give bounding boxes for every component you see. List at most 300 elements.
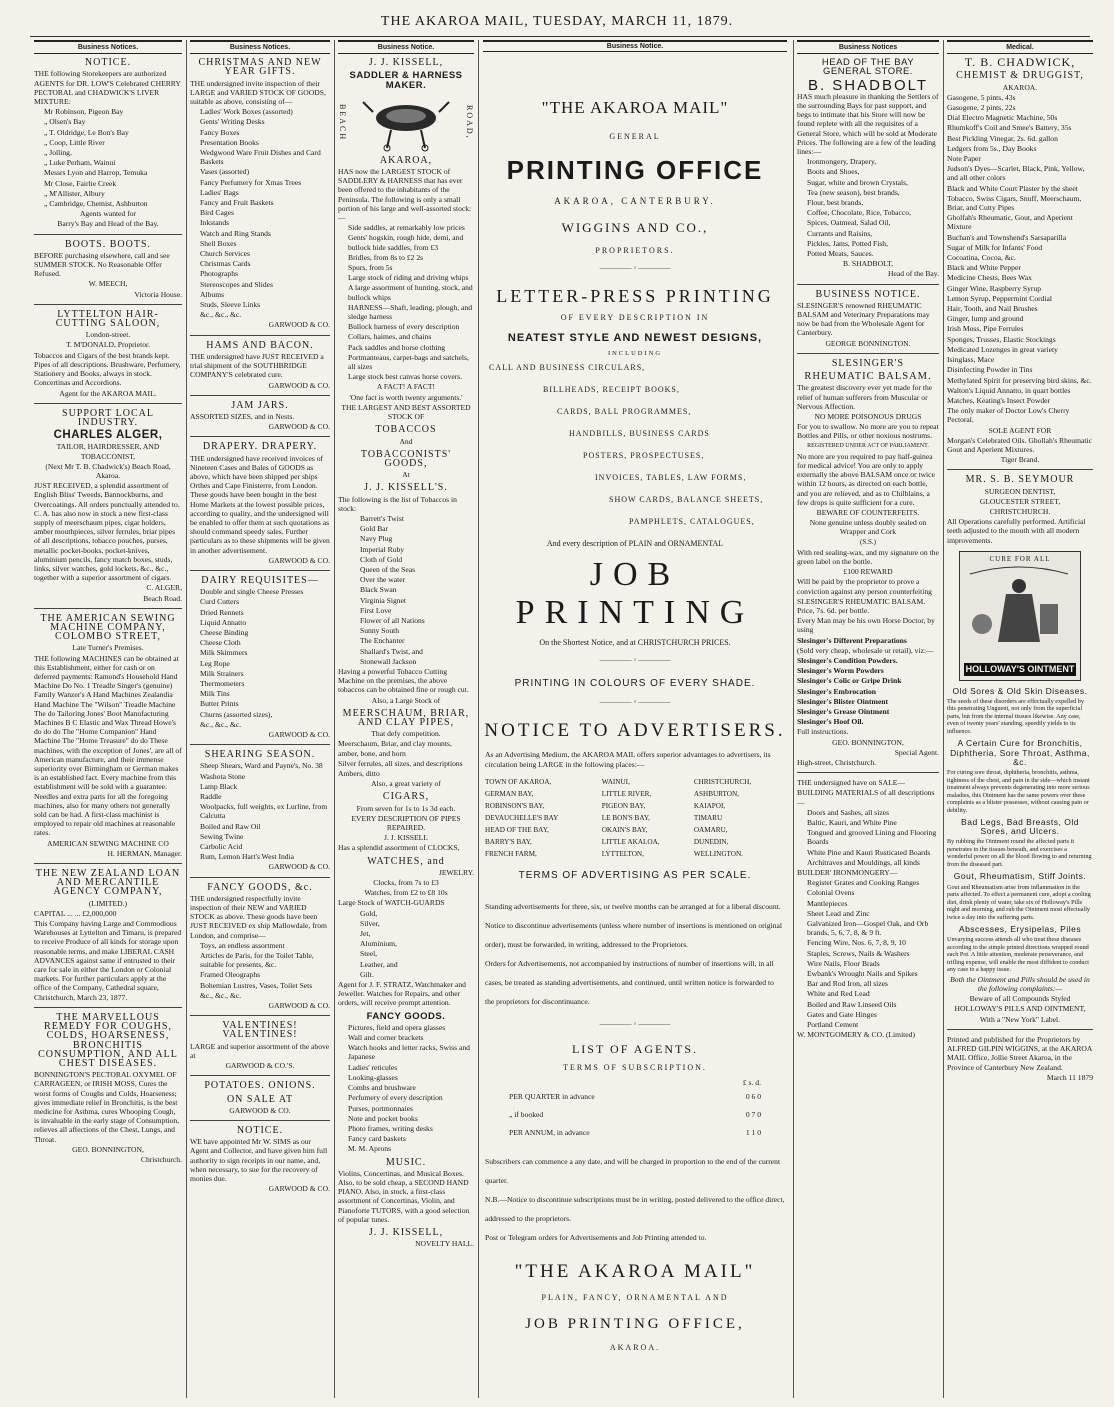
abscesses-body: Unvarying success attends all who treat these diseases according to the simple printed directions wrapped round each Pot. A little attention, moderate perseverance, and trifling expense, will enable the most diffident to conduct any case to a happy issue. bbox=[947, 936, 1089, 974]
separator bbox=[947, 469, 1093, 470]
building-list bbox=[797, 808, 939, 867]
list-item: Gholfah's Rheumatic, Gout, and Aperient Mixture bbox=[947, 213, 1073, 232]
remedy-title: THE MARVELLOUS REMEDY FOR COUGHS, COLDS, HOARSENESS, BRONCHITIS CONSUMPTION, AND ALL CHEST DISEASES. bbox=[38, 1011, 178, 1069]
list-item: Side saddles, at remarkably low prices bbox=[348, 223, 465, 233]
list-item: Medicated Lozenges in great variety bbox=[947, 344, 1058, 354]
list-item: Pickles, Jams, Potted Fish, bbox=[807, 238, 889, 248]
list-item: Medicine Chests, Bees Wax bbox=[947, 273, 1032, 283]
column-2 bbox=[190, 40, 330, 1395]
shadbolt-sign: B. SHADBOLT, bbox=[843, 259, 893, 269]
notice-title: NOTICE. bbox=[84, 57, 132, 69]
list-item: Sheep Shears, Ward and Payne's, No. 38 bbox=[200, 761, 323, 771]
list-item: Imperial Ruby bbox=[360, 544, 405, 554]
jam-body: ASSORTED SIZES, and in Nests. bbox=[190, 411, 295, 421]
list-item: Ladies' Work Boxes (assorted) bbox=[200, 107, 293, 117]
agent-item: Messrs Lyon and Harrop, Temuka bbox=[44, 168, 148, 178]
list-item: Ladies' reticules bbox=[348, 1062, 398, 1072]
notice-to-advertisers: NOTICE TO ADVERTISERS. bbox=[484, 720, 786, 741]
alger-trade: TAILOR, HAIRDRESSER, AND TOBACCONIST, bbox=[56, 442, 160, 461]
list-item: Purses, portmonnaies bbox=[348, 1103, 413, 1113]
tobaccos-title: TOBACCOS bbox=[375, 424, 437, 436]
list-item: The Enchanter bbox=[360, 636, 405, 646]
list-item: First Love bbox=[360, 605, 392, 615]
saddler-list bbox=[338, 223, 474, 381]
legs-body: By rubbing the Ointment round the affected parts it penetrates to the tissues beneath, and exercises a wonderful power on all the blood flowing to and returning from the diseased part. bbox=[947, 838, 1092, 868]
separator bbox=[190, 436, 330, 437]
shadbolt-name: B. SHADBOLT bbox=[807, 76, 929, 94]
list-item: Inkstands bbox=[200, 218, 230, 228]
ham-title: HAMS AND BACON. bbox=[206, 339, 314, 351]
list-item: Sugar of Milk for Infants' Food bbox=[947, 242, 1043, 252]
list-item: Over the water bbox=[360, 575, 406, 585]
list-item: Shell Boxes bbox=[200, 238, 237, 248]
ironmongery-list bbox=[797, 878, 939, 1029]
metal-list bbox=[338, 909, 474, 979]
list-item: Sponges, Trusses, Elastic Stockings bbox=[947, 334, 1056, 344]
list-item: Spurs, from 5s bbox=[348, 263, 393, 273]
list-item: Virginia Signet bbox=[360, 595, 407, 605]
list-item: Sugar, white and brown Crystals, bbox=[807, 177, 908, 187]
chadwick-town: AKAROA. bbox=[1002, 82, 1038, 92]
service-item: CARDS, BALL PROGRAMMES, bbox=[557, 407, 692, 416]
list-item: Stonewall Jackson bbox=[360, 656, 417, 666]
boots-sign-2: Victoria House. bbox=[134, 289, 182, 299]
list-item: Combs and brushware bbox=[348, 1083, 416, 1093]
list-item: &c., &c., &c. bbox=[200, 990, 242, 1000]
nz-limited: (LIMITED.) bbox=[88, 898, 128, 908]
agent-item: Mr Close, Fairlie Creek bbox=[44, 178, 117, 188]
separator bbox=[190, 395, 330, 396]
agents-wanted-2: Barry's Bay and Head of the Bay. bbox=[57, 219, 159, 229]
list-item: Portmanteaus, carpet-bags and satchels, all sizes bbox=[348, 352, 469, 372]
list-item: Bohemian Lustres, Vases, Toilet Sets bbox=[200, 980, 313, 990]
sores-body: The seeds of these disorders are effectually expelled by this penetrating Unguent, not only from the superficial parts, but from the internal tissues likewise. Any case, even of twenty years' standing, speedily yields to its influence. bbox=[947, 697, 1084, 735]
alger-sign: C. ALGER, bbox=[146, 583, 182, 593]
full-sign-2: Special Agent. bbox=[894, 747, 939, 757]
abscesses-title: Abscesses, Erysipelas, Piles bbox=[958, 924, 1082, 935]
side-label-left: BEACH bbox=[338, 104, 348, 142]
list-item: Large stock best canvas horse covers. bbox=[348, 372, 463, 382]
firm-name: WIGGINS AND CO., bbox=[561, 220, 709, 235]
list-item: Queen of the Seas bbox=[360, 564, 416, 574]
footer-plain: PLAIN, FANCY, ORNAMENTAL AND bbox=[541, 1293, 729, 1302]
sewing-title: THE AMERICAN SEWING MACHINE COMPANY, COLOMBO STREET, bbox=[40, 612, 176, 643]
list-item: Boots and Shoes, bbox=[807, 167, 860, 177]
agent-item: „ M'Allister, Albury bbox=[44, 188, 105, 198]
kissell-name: J. J. KISSELL, bbox=[368, 57, 444, 69]
table-row: BARRY'S BAY, LITTLE AKALOA, DUNEDIN, bbox=[485, 838, 729, 846]
list-item: Rum, Lemon Hart's West India bbox=[200, 852, 295, 862]
job-printing-title: JOB PRINTING bbox=[515, 556, 755, 631]
store-title: HEAD OF THE BAY GENERAL STORE. bbox=[821, 57, 915, 78]
list-item: Bullock harness of every description bbox=[348, 322, 460, 332]
list-item: Disinfecting Powder in Tins bbox=[947, 365, 1033, 375]
guards-label: Large Stock of WATCH-GUARDS bbox=[338, 898, 445, 908]
list-item: Steel, bbox=[360, 949, 378, 959]
list-item: Irish Moss, Pipe Ferrules bbox=[947, 324, 1024, 334]
nz-capital: CAPITAL ... ... £2,000,000 bbox=[34, 908, 117, 918]
akaroa-mail-title: "THE AKAROA MAIL" bbox=[541, 98, 729, 117]
kissell-shop: J. J. KISSELL'S. bbox=[364, 482, 448, 494]
list-item: Vases (assorted) bbox=[200, 167, 250, 177]
holloway-banner: HOLLOWAY'S OINTMENT bbox=[964, 663, 1076, 676]
list-item: Methylated Spirit for preserving bird skins, &c. bbox=[947, 375, 1092, 385]
notice-body: THE following Storekeepers are authorized AGENTS for DR. LOW'S Celebrated CHERRY PECTORAL and CHADWICK'S LIVER MIXTURE: bbox=[34, 69, 181, 107]
subscription-table bbox=[479, 1078, 791, 1142]
list-item: Dial Electro Magnetic Machine, 50s bbox=[947, 113, 1058, 123]
wax-body: With red sealing-wax, and my signature on the green label on the bottle. bbox=[797, 547, 939, 566]
list-item: Navy Plug bbox=[360, 534, 393, 544]
fact-title: A FACT! A FACT! bbox=[376, 382, 436, 392]
list-item: Milk Skimmers bbox=[200, 648, 248, 658]
full-address: High-street, Christchurch. bbox=[797, 758, 877, 768]
list-item: Wall and corner brackets bbox=[348, 1033, 424, 1043]
shadbolt-list bbox=[797, 157, 939, 258]
list-item: Gents' Writing Desks bbox=[200, 117, 265, 127]
jam-title: JAM JARS. bbox=[231, 399, 289, 411]
fancy-title: FANCY GOODS, &c. bbox=[207, 881, 313, 893]
list-item: Presentation Books bbox=[200, 137, 259, 147]
boots-body: BEFORE purchasing elsewhere, call and see SUMMER STOCK. No Reasonable Offer Refused. bbox=[34, 250, 170, 279]
dentist-sub: SURGEON DENTIST, bbox=[984, 486, 1056, 496]
list-item: Tongued and grooved Lining and Flooring Boards bbox=[807, 828, 937, 847]
list-item: Large stock of riding and driving whips bbox=[348, 273, 469, 283]
list-item: Best Pickling Vinegar, 2s. 6d. gallon bbox=[947, 133, 1058, 143]
slesinger-title-2: RHEUMATIC BALSAM. bbox=[804, 371, 932, 383]
town-label: AKAROA, bbox=[379, 154, 433, 166]
table-row: ROBINSON'S BAY, PIGEON BAY, KAIAPOI, bbox=[485, 802, 726, 810]
list-item: Looking-glasses bbox=[348, 1072, 398, 1082]
separator bbox=[34, 1007, 182, 1008]
dentist-city: CHRISTCHURCH. bbox=[989, 506, 1051, 516]
list-item: Watch hooks and letter racks, Swiss and Japanese bbox=[348, 1043, 470, 1062]
place-label: AKAROA, CANTERBURY. bbox=[554, 196, 716, 206]
list-item: Galvanized Iron—Gospel Oak, and Orb brands, 5, 6, 7, 8, & 9 ft. bbox=[807, 919, 929, 938]
agent-item: Mr Robinson, Pigeon Bay bbox=[44, 107, 124, 117]
list-item: Ginger, lump and ground bbox=[947, 314, 1024, 324]
list-item: Black and White Pepper bbox=[947, 263, 1021, 273]
list-item: Wire Nails, Floor Brads bbox=[807, 958, 880, 968]
watches-title: WATCHES, and bbox=[367, 855, 445, 867]
pipes-repaired: EVERY DESCRIPTION OF PIPES REPAIRED. bbox=[351, 813, 461, 833]
saddle-icon bbox=[361, 94, 451, 152]
list-item: Sewing Twine bbox=[200, 831, 244, 841]
list-item: Lamp Black bbox=[200, 781, 238, 791]
poison-title: NO MORE POISONOUS DRUGS bbox=[814, 411, 922, 421]
list-item: Staples, Screws, Nails & Washers bbox=[807, 948, 910, 958]
saddler-title: SADDLER & HARNESS MAKER. bbox=[349, 70, 463, 91]
pills-label: HOLLOWAY'S PILLS AND OINTMENT, bbox=[954, 1004, 1086, 1014]
drapery-title: DRAPERY. DRAPERY. bbox=[202, 441, 318, 453]
subscription-title: TERMS OF SUBSCRIPTION. bbox=[563, 1063, 707, 1072]
every-label: OF EVERY DESCRIPTION IN bbox=[560, 313, 710, 322]
xmas-title: CHRISTMAS AND NEW YEAR GIFTS. bbox=[198, 57, 322, 78]
tiger-brand: Tiger Brand. bbox=[1000, 455, 1040, 465]
garwood-sign: GARWOOD & CO. bbox=[268, 380, 330, 390]
list-item: HARNESS—Shaft, leading, plough, and sledge harness bbox=[348, 302, 473, 322]
ornament-divider: ———— ◦ ———— bbox=[599, 697, 671, 706]
including-label: INCLUDING bbox=[607, 350, 663, 357]
section-header: Business Notices. bbox=[190, 40, 330, 54]
separator bbox=[190, 335, 330, 336]
shearing-list bbox=[190, 761, 330, 861]
potatoes-title: POTATOES. ONIONS. bbox=[204, 1080, 316, 1092]
list-item: Liquid Annatto bbox=[200, 617, 247, 627]
separator bbox=[797, 353, 939, 354]
notice-title: NOTICE. bbox=[236, 1124, 284, 1136]
table-row: „ if booked 0 7 0 bbox=[509, 1110, 761, 1119]
defy-label: That defy competition. bbox=[371, 729, 441, 739]
list-item: M. M. Aprons bbox=[348, 1144, 392, 1154]
list-item: Woolpacks, full weights, ex Lurline, from Calcutta bbox=[200, 802, 328, 821]
agent-item: „ Cambridge, Chemist, Ashburton bbox=[44, 199, 148, 209]
separator bbox=[190, 877, 330, 878]
masthead-rule bbox=[30, 36, 1090, 37]
list-item: Mantlepieces bbox=[807, 898, 848, 908]
list-item: Fancy card baskets bbox=[348, 1134, 406, 1144]
agent-item: „ Jolling, bbox=[44, 148, 72, 158]
business-notice-body: SLESINGER'S renowned RHEUMATIC BALSAM and Veterinary Preparations may now be had from the Wholesale Agent for Canterbury. bbox=[797, 300, 930, 338]
beware-body: None genuine unless doubly sealed on Wrapper and Cork bbox=[809, 518, 927, 537]
list-item: Boiled and Raw Oil bbox=[200, 821, 261, 831]
list-item: Rhumkoff's Coil and Smee's Battery, 35s bbox=[947, 123, 1072, 133]
list-item: Fancy Perfumery for Xmas Trees bbox=[200, 177, 302, 187]
table-row: TOWN OF AKAROA, WAINUI, CHRISTCHURCH, bbox=[485, 778, 752, 786]
service-item: BILLHEADS, RECEIPT BOOKS, bbox=[543, 385, 680, 394]
list-item: Photo frames, writing desks bbox=[348, 1123, 433, 1133]
jewelry-title: JEWELRY. bbox=[438, 867, 474, 877]
list-item: Slesinger's Different Preparations bbox=[797, 635, 907, 645]
separator bbox=[190, 570, 330, 571]
table-row: PER QUARTER in advance 0 6 0 bbox=[509, 1092, 761, 1101]
list-item: Black Swan bbox=[360, 585, 397, 595]
tobacconists-title: TOBACCONISTS' GOODS, bbox=[360, 448, 452, 469]
subscription-paragraph: Subscribers can commence a any date, and will be charged in proportion to the end of the current quarter. bbox=[485, 1157, 781, 1185]
letterpress-title: LETTER-PRESS PRINTING bbox=[496, 286, 774, 306]
list-item: Bird Cages bbox=[200, 208, 234, 218]
table-row: PER ANNUM, in advance 1 1 0 bbox=[509, 1128, 761, 1137]
alger-body: JUST RECEIVED, a splendid assortment of English Bliss' Tweeds, Bannockburns, and Overcoatings. All orders punctually attended to. C. A. has also now in stock a new first-class supply of meerschaum pipes, cigar holders, amber mouthpieces, silver ferrules, briar pipes of all descriptions, tobacco pouches, purses, metallic pocket-books, pocket-knives, aluminium pencils, fancy match boxes, studs, links, silver watches, gold lockets, &c., &c., together with a superior assortment of cigars. bbox=[34, 481, 180, 583]
list-item: Aluminium, bbox=[360, 939, 397, 949]
preparation-list bbox=[797, 636, 939, 727]
places-table bbox=[485, 776, 785, 860]
dentist-name: MR. S. B. SEYMOUR bbox=[965, 474, 1075, 486]
list-item: Slesinger's Hoof Oil. bbox=[797, 717, 864, 727]
ironmongery-title: BUILDER' IRONMONGERY— bbox=[797, 868, 898, 878]
sole-body: Morgan's Celebrated Oils. Ghollah's Rheumatic Gout and Aperient Mixtures. bbox=[947, 435, 1092, 454]
new-york-label: With a "New York" Label. bbox=[979, 1014, 1061, 1024]
list-item: Leather, and bbox=[360, 959, 398, 969]
garwood-sign: GARWOOD & CO. bbox=[268, 862, 330, 872]
both-label: Both the Ointment and Pills should be used in the following complaints:— bbox=[950, 974, 1090, 994]
list-item: Portland Cement bbox=[807, 1020, 859, 1030]
chadwick-title: CHEMIST & DRUGGIST, bbox=[956, 70, 1084, 82]
figure-icon bbox=[960, 564, 1078, 648]
garwood-sign: GARWOOD & CO. bbox=[268, 555, 330, 565]
xmas-body: THE undersigned invite inspection of their LARGE and VARIED STOCK OF GOODS, suitable as above, consisting of— bbox=[190, 78, 326, 107]
agent-item: „ T. Oldridge, Le Bon's Bay bbox=[44, 127, 129, 137]
printing-office-title: PRINTING OFFICE bbox=[506, 155, 764, 185]
list-item: Stereoscopes and Slides bbox=[200, 279, 273, 289]
list-item: Wedgwood Ware Fruit Dishes and Card Baskets bbox=[200, 148, 321, 167]
silver-item: Silver ferrules, all sizes, and descriptions bbox=[338, 758, 463, 768]
poison-body: For you to swallow. No more are you to repeat Bottles and Pills, or other noxious nostrums. bbox=[797, 422, 939, 441]
remedy-sign: GEO. BONNINGTON, bbox=[72, 1144, 144, 1154]
list-item: Photographs bbox=[200, 269, 238, 279]
list-item: Leg Rope bbox=[200, 658, 230, 668]
general-label: GENERAL bbox=[609, 132, 661, 141]
price-line: SLESINGER'S RHEUMATIC BALSAM. Price, 7s. 6d. per bottle. bbox=[797, 596, 926, 615]
service-item: SHOW CARDS, BALANCE SHEETS, bbox=[609, 495, 764, 504]
garwood-sign: GARWOOD & CO. bbox=[268, 422, 330, 432]
list-item: Dried Rennets bbox=[200, 607, 244, 617]
list-item: Milk Strainers bbox=[200, 668, 244, 678]
list-item: Washota Stone bbox=[200, 771, 246, 781]
list-item: Slesinger's Grease Ointment bbox=[797, 707, 890, 716]
legs-title: Bad Legs, Bad Breasts, Old Sores, and Ulcers. bbox=[961, 817, 1079, 837]
dentist-body: All Operations carefully performed. Artificial teeth adjusted to the mouth with all modern improvements. bbox=[947, 517, 1086, 545]
beware-label: Beware of all Compounds Styled bbox=[969, 994, 1071, 1004]
list-item: Framed Oleographs bbox=[200, 970, 261, 980]
agent-item: „ Olsen's Bay bbox=[44, 117, 86, 127]
proprietors-label: PROPRIETORS. bbox=[595, 246, 675, 255]
section-header: Business Notices. bbox=[34, 40, 182, 54]
sewing-sub: Late Turner's Premises. bbox=[72, 643, 144, 653]
separator bbox=[34, 234, 182, 235]
terms-body bbox=[479, 897, 791, 1011]
horse-doctor: Every Man may be his own Horse Doctor, by using bbox=[797, 616, 935, 635]
service-item: HANDBILLS, BUSINESS CARDS bbox=[569, 429, 710, 438]
shortest-notice: On the Shortest Notice, and at CHRISTCHURCH PRICES. bbox=[539, 638, 731, 647]
ham-body: THE undersigned have JUST RECEIVED a trial shipment of the SOUTHBRIDGE COMPANY'S celebrated cure. bbox=[190, 351, 324, 380]
section-header: Business Notices bbox=[797, 40, 939, 54]
list-item: Articles de Paris, for the Toilet Table, suitable for presents, &c. bbox=[200, 951, 314, 970]
drapery-body: THE undersigned have received invoices of Nineteen Cases and Bales of GOODS as above, which have been shipped per ships Orthes and Cape Finisterre, from London. These goods have been bought in the best Home Markets at the lowest possible prices, according to quality, and the undersigned will be enabled to offer them at such quotations as should command speedy sales. Further particulars as to these shipments will be given in another advertisement. bbox=[190, 453, 330, 555]
gout-body: Gout and Rheumatism arise from inflammation in the parts affected. To effect a permanent cure, adopt a cooling diet, drink plenty of water, take six of Holloway's Pills night and morning, and rub the Ointment most effectually twice a day into the suffering parts. bbox=[947, 883, 1091, 921]
imprint: Printed and published for the Proprietors by ALFRED GILPIN WIGGINS, at the AKAROA MAIL Office, Jollie Street Akaroa, in the Province of Canterbury New Zealand. bbox=[947, 1034, 1092, 1072]
fact-sub: 'One fact is worth twenty arguments.' bbox=[349, 392, 463, 402]
meer-item: Meerschaum, Briar, and clay mounts, amber, bone, and horn bbox=[338, 739, 452, 758]
shearing-title: SHEARING SEASON. bbox=[204, 749, 316, 761]
and-label: And bbox=[399, 436, 413, 446]
list-item: A large assortment of hunting, stock, and bullock whips bbox=[348, 283, 473, 302]
column-3 bbox=[338, 40, 474, 1395]
list-item: Flour, best brands, bbox=[807, 198, 864, 208]
service-item: INVOICES, TABLES, LAW FORMS, bbox=[595, 473, 747, 482]
service-item: CALL AND BUSINESS CIRCULARS, bbox=[489, 363, 646, 372]
sewing-manager: H. HERMAN, Manager. bbox=[107, 848, 182, 858]
support-title: SUPPORT LOCAL INDUSTRY. bbox=[62, 407, 154, 428]
lsd-header: £ s. d. bbox=[742, 1078, 761, 1087]
section-header: Medical. bbox=[947, 40, 1093, 54]
table-row: DEVAUCHELLE'S BAY LE BON'S BAY, TIMARU bbox=[485, 814, 723, 822]
ornament-divider: ———— ◦ ———— bbox=[599, 263, 671, 272]
section-header: Business Notice. bbox=[483, 40, 787, 52]
list-item: Fancy Boxes bbox=[200, 127, 240, 137]
list-item: Doors and Sashes, all sizes bbox=[807, 807, 890, 817]
amber-item: Ambers, ditto bbox=[338, 769, 380, 778]
list-item: Toys, an endless assortment bbox=[200, 940, 285, 950]
chadwick-name: T. B. CHADWICK, bbox=[964, 55, 1076, 70]
list-item: Gold, bbox=[360, 908, 378, 918]
saloon-agent: Agent for the AKAROA MAIL. bbox=[59, 388, 157, 398]
list-item: Coffee, Chocolate, Rice, Tobacco, bbox=[807, 208, 911, 218]
list-item: (Sold very cheap, wholesale or retail), viz:— bbox=[797, 645, 934, 655]
list-item: Slesinger's Worm Powders bbox=[797, 666, 884, 676]
list-item: Churns (assorted sizes), bbox=[200, 709, 273, 719]
list-item: Slesinger's Blister Ointment bbox=[797, 696, 888, 706]
column-5 bbox=[797, 40, 939, 1395]
ornament-divider: ———— ◦ ———— bbox=[599, 1019, 671, 1028]
list-item: Slesinger's Colic or Gripe Drink bbox=[797, 676, 902, 686]
agent-item: „ Coop, Little River bbox=[44, 137, 105, 147]
list-item: Note and pocket books bbox=[348, 1113, 418, 1123]
shadbolt-sign-2: Head of the Bay. bbox=[888, 269, 939, 279]
list-item: Cheese Cloth bbox=[200, 638, 241, 648]
alger-address: (Next Mr T. B. Chadwick's) Beach Road, Akaroa. bbox=[45, 461, 171, 480]
list-item: Gates and Gate Hinges bbox=[807, 1009, 877, 1019]
separator bbox=[797, 284, 939, 285]
separator bbox=[947, 1029, 1093, 1030]
table-row: HEAD OF THE BAY, OKAIN'S BAY, OAMARU, bbox=[485, 826, 728, 834]
great-label: Also, a great variety of bbox=[371, 779, 441, 789]
list-item: Gold Bar bbox=[360, 524, 389, 534]
list-item: Lemon Syrup, Peppermint Cordial bbox=[947, 293, 1053, 303]
list-item: Walton's Liquid Annatto, in quart bottles bbox=[947, 385, 1071, 395]
banner-text: CURE FOR ALL bbox=[989, 554, 1051, 563]
cigars-price: From seven for 1s to 1s 3d each. bbox=[356, 803, 456, 813]
montgomery-sign: W. MONTGOMERY & CO. (Limited) bbox=[797, 1030, 915, 1040]
list-item: Pictures, field and opera glasses bbox=[348, 1022, 446, 1032]
garwood-sign: GARWOOD & CO. bbox=[268, 1184, 330, 1194]
separator bbox=[34, 403, 182, 404]
advertisers-body: As an Advertising Medium, the AKAROA MAIL offers superior advantages to advertisers, its circulation being LARGE in the following places:— bbox=[485, 750, 771, 769]
pipes-title: MEERSCHAUM, BRIAR, AND CLAY PIPES, bbox=[342, 707, 470, 728]
separator bbox=[34, 608, 182, 609]
tobacco-intro: The following is the list of Tobaccos in stock: bbox=[338, 494, 457, 513]
shadbolt-body: HAS much pleasure in thanking the Settlers of the surrounding Bays for past support, and begs to intimate that his Store will now be found replete with all the requisites of a General Store, which will be sold at Moderate Prices. The following are a few of the leading lines:— bbox=[797, 91, 939, 157]
footer-title: "THE AKAROA MAIL" bbox=[514, 1261, 756, 1282]
terms-paragraph: Orders for Advertisements, not accompanied by instructions of number of insertions will, in all cases, be treated as standing advertisements, and continued, until written notice is forwarded to the proprietors for discontinuance. bbox=[485, 959, 774, 1006]
list-item: Slesinger's Embrocation bbox=[797, 686, 876, 696]
list-item: White Pine and Kauri Rusticated Boards bbox=[807, 847, 931, 857]
side-label-right: ROAD, bbox=[465, 105, 474, 141]
table-row: FRENCH FARM, LYTTELTON, WELLINGTON. bbox=[485, 850, 743, 858]
list-item: Shallard's Twist, and bbox=[360, 646, 423, 656]
dairy-title: DAIRY REQUISITES— bbox=[201, 574, 319, 586]
section-header: Business Notice. bbox=[338, 40, 474, 54]
remedy-body: BONNINGTON'S PECTORAL OXYMEL OF CARRAGEEN, or IRISH MOSS, Cures the worst forms of Coughs and Colds, Hoarseness; gives immediate relief in Bronchitis, is the best medicine for Asthma, cures Whooping Cough, is invaluable in the early stage of Consumption, relieves all affections of the Chest, Lungs, and Throat. bbox=[34, 1070, 180, 1144]
list-item: Perfumery of every description bbox=[348, 1093, 443, 1103]
list-item: Studs, Sleeve Links bbox=[200, 300, 261, 310]
valentines-body: LARGE and superior assortment of the above at bbox=[190, 1041, 330, 1060]
garwood-sign: GARWOOD & CO. bbox=[268, 320, 330, 330]
list-item: Fancy and Fruit Baskets bbox=[200, 198, 274, 208]
registered-label: REGISTERED UNDER ACT OF PARLIAMENT. bbox=[807, 442, 929, 449]
bronchitis-title: A Certain Cure for Bronchitis, Diphtheria, Sore Throat, Asthma, &c. bbox=[950, 738, 1090, 767]
list-item: Gasogene, 2 pints, 22s bbox=[947, 103, 1016, 113]
business-notice-title: BUSINESS NOTICE. bbox=[815, 288, 921, 300]
boots-title: BOOTS. BOOTS. bbox=[64, 238, 152, 250]
reward-body: Will be paid by the proprietor to prove a conviction against any person counterfeiting bbox=[797, 577, 932, 596]
list-item: Double and single Cheese Presses bbox=[200, 587, 304, 597]
ornament-divider: ———— ◦ ———— bbox=[599, 655, 671, 664]
list-item: Cheese Binding bbox=[200, 627, 249, 637]
agent-item: „ Luke Perham, Wainui bbox=[44, 158, 116, 168]
list-item: Black and White Court Plaster by the sheet bbox=[947, 183, 1078, 193]
agent-list bbox=[34, 107, 182, 208]
list-item: Judson's Dyes—Scarlet, Black, Pink, Yellow, and all other colors bbox=[947, 164, 1085, 183]
